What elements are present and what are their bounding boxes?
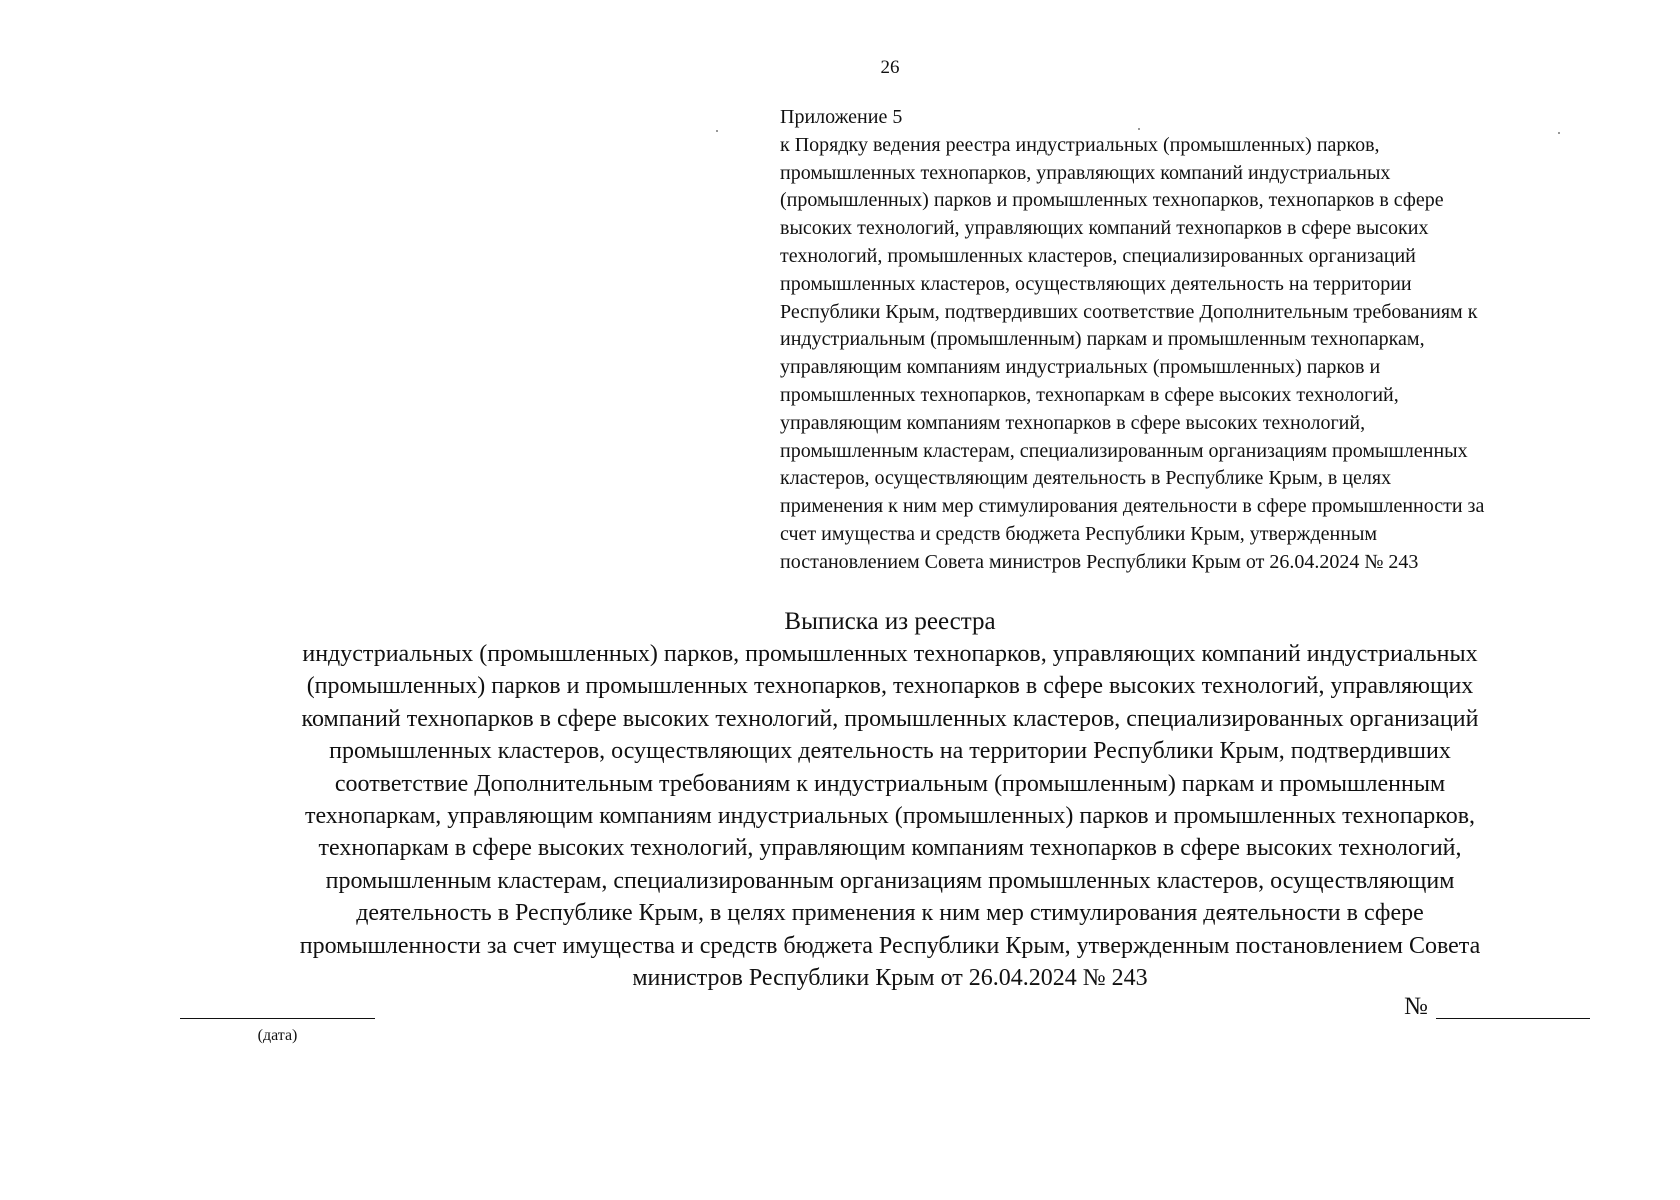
appendix-reference: [780, 104, 1630, 577]
appendix-line: счет имущества и средств бюджета Республики Крым, утвержденным: [780, 522, 1378, 545]
extract-line: промышленных кластеров, осуществляющих деятельность на территории Республики Крым, подтвердивших: [329, 738, 1451, 765]
appendix-line: промышленных технопарков, технопаркам в сфере высоких технологий,: [780, 383, 1399, 406]
appendix-line: промышленных технопарков, управляющих компаний индустриальных: [780, 161, 1391, 184]
appendix-line: (промышленных) парков и промышленных технопарков, технопарков в сфере: [780, 189, 1444, 212]
appendix-line: кластеров, осуществляющим деятельность в Республике Крым, в целях: [780, 467, 1392, 490]
appendix-line: индустриальным (промышленным) паркам и промышленным технопаркам,: [780, 328, 1425, 351]
extract-line: министров Республики Крым от 26.04.2024 № 243: [632, 965, 1148, 992]
extract-line: компаний технопарков в сфере высоких технологий, промышленных кластеров, специализированных организаций: [301, 705, 1479, 732]
appendix-title: Приложение 5: [780, 106, 903, 128]
appendix-line: управляющим компаниям индустриальных (промышленных) парков и: [780, 356, 1381, 379]
date-blank-line: [180, 1018, 375, 1019]
extract-line: промышленным кластерам, специализированным организациям промышленных кластеров, осуществляющим: [325, 867, 1455, 894]
appendix-line: постановлением Совета министров Республики Крым от 26.04.2024 № 243: [780, 550, 1419, 573]
extract-line: (промышленных) парков и промышленных технопарков, технопарков в сфере высоких технологий, управляющих: [306, 673, 1474, 700]
scan-speck: [716, 130, 718, 132]
scan-speck: [1558, 132, 1560, 134]
extract-line: технопаркам, управляющим компаниям индустриальных (промышленных) парков и промышленных технопарков,: [304, 803, 1476, 830]
extract-line: технопаркам в сфере высоких технологий, управляющим компаниям технопарков в сфере высоких технологий,: [318, 835, 1462, 862]
extract-heading: [180, 638, 1600, 994]
appendix-line: Республики Крым, подтвердивших соответствие Дополнительным требованиям к: [780, 300, 1478, 323]
appendix-line: управляющим компаниям технопарков в сфере высоких технологий,: [780, 411, 1366, 434]
extract-line: промышленности за счет имущества и средств бюджета Республики Крым, утвержденным постановлением Совета: [299, 932, 1481, 959]
extract-line: деятельность в Республике Крым, в целях применения к ним мер стимулирования деятельности в сфере: [356, 900, 1424, 927]
number-sign: №: [1404, 993, 1428, 1020]
appendix-line: промышленным кластерам, специализированным организациям промышленных: [780, 439, 1468, 462]
appendix-line: применения к ним мер стимулирования деятельности в сфере промышленности за: [780, 495, 1485, 518]
appendix-line: высоких технологий, управляющих компаний технопарков в сфере высоких: [780, 217, 1429, 240]
number-blank-line: [1436, 1018, 1590, 1019]
document-number-field: [1404, 992, 1590, 1022]
extract-title: Выписка из реестра: [784, 608, 996, 635]
date-field: [180, 1018, 375, 1047]
extract-line: индустриальных (промышленных) парков, промышленных технопарков, управляющих компаний индустриальных: [302, 641, 1478, 667]
page-number: 26: [880, 57, 900, 78]
appendix-line: технологий, промышленных кластеров, специализированных организаций: [780, 244, 1416, 267]
appendix-line: промышленных кластеров, осуществляющих деятельность на территории: [780, 272, 1412, 295]
scan-speck: [1138, 128, 1140, 130]
date-caption: (дата): [257, 1027, 298, 1044]
appendix-line: к Порядку ведения реестра индустриальных (промышленных) парков,: [780, 133, 1380, 156]
extract-line: соответствие Дополнительным требованиям к индустриальным (промышленным) паркам и промышленным: [334, 770, 1446, 797]
